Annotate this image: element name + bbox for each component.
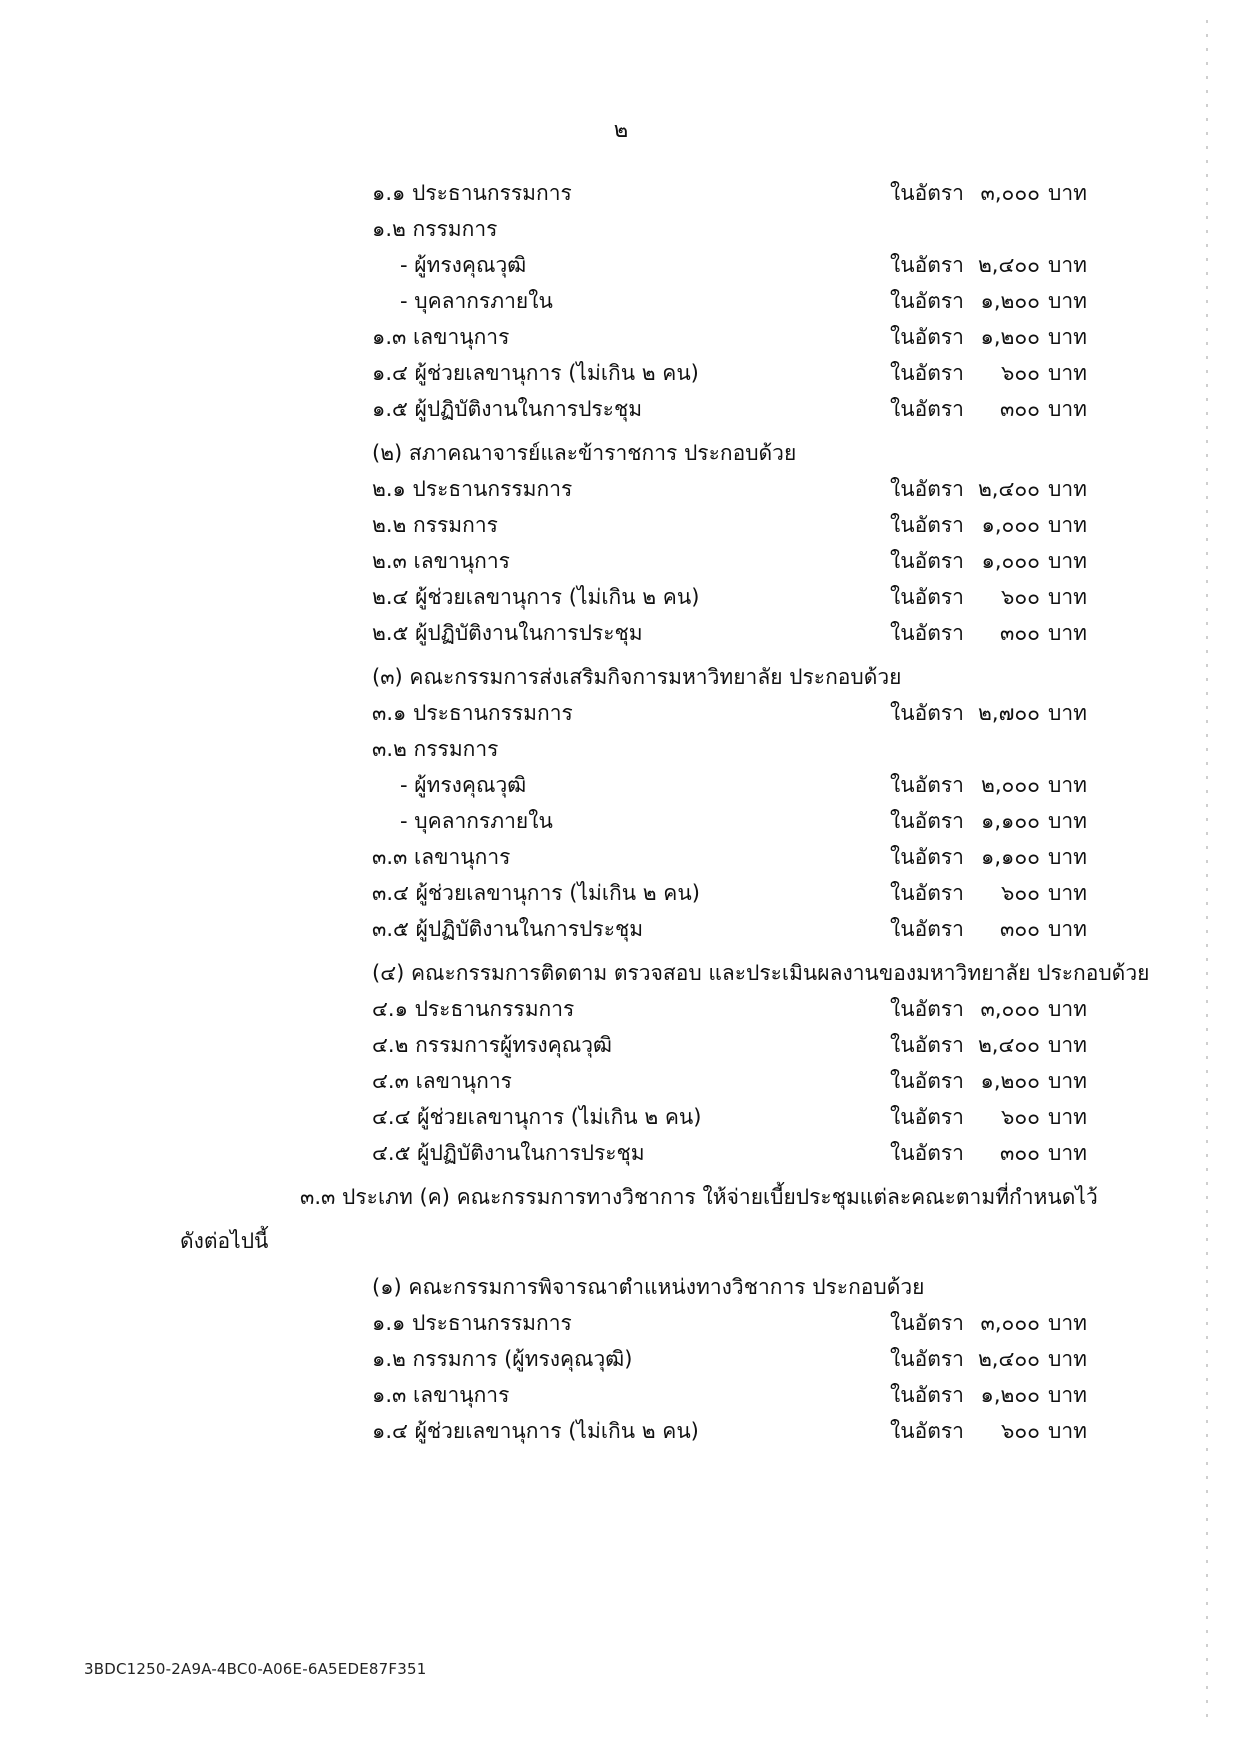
rate-amount: ๑,๑๐๐ [981,845,1040,869]
currency-unit: บาท [1048,253,1087,277]
line-label: ๒.๓ เลขานุการ [372,549,510,573]
line-label: ๑.๒ กรรมการ [372,217,498,241]
fee-line [0,768,1242,802]
currency-unit: บาท [1048,1419,1087,1443]
rate-amount: ๓,๐๐๐ [980,181,1040,205]
rate-amount: ๓๐๐ [1000,621,1040,645]
rate-label: ในอัตรา [890,1033,964,1057]
document-id: 3BDC1250-2A9A-4BC0-A06E-6A5EDE87F351 [84,1660,427,1678]
rate-label: ในอัตรา [890,1105,964,1129]
line-label: ๑.๔ ผู้ช่วยเลขานุการ (ไม่เกิน ๒ คน) [372,361,699,385]
fee-line [0,732,1242,766]
rate-amount: ๑,๒๐๐ [980,289,1040,313]
fee-line [0,356,1242,390]
rate-amount: ๓๐๐ [1000,1141,1040,1165]
currency-unit: บาท [1048,1033,1087,1057]
line-label: ๑.๔ ผู้ช่วยเลขานุการ (ไม่เกิน ๒ คน) [372,1419,699,1443]
currency-unit: บาท [1048,181,1087,205]
line-label: ๓.๑ ประธานกรรมการ [372,701,573,725]
line-label: - บุคลากรภายใน [400,289,553,313]
fee-line [0,1306,1242,1340]
line-label: ๒.๕ ผู้ปฏิบัติงานในการประชุม [372,621,643,645]
fee-line [0,616,1242,650]
rate-label: ในอัตรา [890,585,964,609]
fee-line [0,248,1242,282]
currency-unit: บาท [1048,1069,1087,1093]
rate-label: ในอัตรา [890,397,964,421]
line-label: ๓.๔ ผู้ช่วยเลขานุการ (ไม่เกิน ๒ คน) [372,881,700,905]
rate-label: ในอัตรา [890,809,964,833]
rate-amount: ๓๐๐ [1000,917,1040,941]
line-label: ๔.๕ ผู้ปฏิบัติงานในการประชุม [372,1141,645,1165]
rate-label: ในอัตรา [890,773,964,797]
fee-line [0,1270,1242,1304]
fee-line [0,1100,1242,1134]
line-label: ๑.๒ กรรมการ (ผู้ทรงคุณวุฒิ) [372,1347,633,1371]
rate-label: ในอัตรา [890,701,964,725]
currency-unit: บาท [1048,997,1087,1021]
line-label: (๑) คณะกรรมการพิจารณาตำแหน่งทางวิชาการ ประกอบด้วย [372,1275,925,1299]
fee-line [0,876,1242,910]
fee-line [0,176,1242,210]
fee-line [0,284,1242,318]
fee-line [0,1064,1242,1098]
currency-unit: บาท [1048,701,1087,725]
rate-label: ในอัตรา [890,997,964,1021]
fee-line [0,912,1242,946]
rate-amount: ๑,๐๐๐ [981,513,1040,537]
currency-unit: บาท [1048,585,1087,609]
rate-amount: ๖๐๐ [1001,361,1040,385]
currency-unit: บาท [1048,845,1087,869]
rate-amount: ๓๐๐ [1000,397,1040,421]
rate-amount: ๒,๔๐๐ [977,1347,1040,1371]
fee-line [0,392,1242,426]
line-label: - ผู้ทรงคุณวุฒิ [400,253,527,277]
rate-label: ในอัตรา [890,845,964,869]
fee-line [0,804,1242,838]
line-label: ๓.๕ ผู้ปฏิบัติงานในการประชุม [372,917,644,941]
line-label: ๔.๑ ประธานกรรมการ [372,997,575,1021]
currency-unit: บาท [1048,397,1087,421]
currency-unit: บาท [1048,621,1087,645]
line-label: ๒.๒ กรรมการ [372,513,498,537]
rate-label: ในอัตรา [890,549,964,573]
rate-amount: ๒,๔๐๐ [977,253,1040,277]
rate-amount: ๖๐๐ [1001,585,1040,609]
line-label: ๔.๒ กรรมการผู้ทรงคุณวุฒิ [372,1033,612,1057]
fee-line [0,436,1242,470]
rate-amount: ๖๐๐ [1001,881,1040,905]
fee-line [0,840,1242,874]
line-label: (๓) คณะกรรมการส่งเสริมกิจการมหาวิทยาลัย ประกอบด้วย [372,665,902,689]
fee-line [0,472,1242,506]
rate-label: ในอัตรา [890,1419,964,1443]
fee-line [0,1414,1242,1448]
rate-label: ในอัตรา [890,253,964,277]
fee-line [0,660,1242,694]
rate-amount: ๓,๐๐๐ [980,1311,1040,1335]
currency-unit: บาท [1048,809,1087,833]
currency-unit: บาท [1048,549,1087,573]
fee-line [0,1028,1242,1062]
rate-amount: ๑,๑๐๐ [981,809,1040,833]
currency-unit: บาท [1048,513,1087,537]
currency-unit: บาท [1048,773,1087,797]
line-label: ๒.๑ ประธานกรรมการ [372,477,573,501]
rate-label: ในอัตรา [890,917,964,941]
fee-line [0,1378,1242,1412]
rate-label: ในอัตรา [890,477,964,501]
fee-line [0,544,1242,578]
line-label: ๓.๓ ประเภท (ค) คณะกรรมการทางวิชาการ ให้จ่ายเบี้ยประชุมแต่ละคณะตามที่กำหนดไว้ [300,1185,1098,1209]
page-number: ๒ [613,118,629,143]
currency-unit: บาท [1048,325,1087,349]
fee-line [0,508,1242,542]
rate-amount: ๒,๗๐๐ [978,701,1040,725]
line-label: ๑.๕ ผู้ปฏิบัติงานในการประชุม [372,397,643,421]
currency-unit: บาท [1048,477,1087,501]
fee-line [0,956,1242,990]
currency-unit: บาท [1048,881,1087,905]
fee-line [0,1224,1242,1258]
line-label: (๔) คณะกรรมการติดตาม ตรวจสอบ และประเมินผลงานของมหาวิทยาลัย ประกอบด้วย [372,961,1150,985]
fee-line [0,1136,1242,1170]
line-label: ๑.๓ เลขานุการ [372,1383,510,1407]
fee-line [0,696,1242,730]
rate-label: ในอัตรา [890,1311,964,1335]
line-label: - บุคลากรภายใน [400,809,553,833]
currency-unit: บาท [1048,289,1087,313]
scan-edge-marks [1206,20,1208,1720]
rate-label: ในอัตรา [890,1069,964,1093]
currency-unit: บาท [1048,1383,1087,1407]
rate-label: ในอัตรา [890,289,964,313]
line-label: ๑.๓ เลขานุการ [372,325,510,349]
fee-line [0,580,1242,614]
rate-label: ในอัตรา [890,361,964,385]
line-label: ดังต่อไปนี้ [180,1229,269,1253]
line-label: ๔.๔ ผู้ช่วยเลขานุการ (ไม่เกิน ๒ คน) [372,1105,702,1129]
fee-line [0,1180,1242,1214]
currency-unit: บาท [1048,917,1087,941]
rate-amount: ๖๐๐ [1001,1105,1040,1129]
currency-unit: บาท [1048,1105,1087,1129]
rate-amount: ๑,๒๐๐ [980,1383,1040,1407]
currency-unit: บาท [1048,1347,1087,1371]
currency-unit: บาท [1048,1141,1087,1165]
rate-label: ในอัตรา [890,1383,964,1407]
line-label: - ผู้ทรงคุณวุฒิ [400,773,527,797]
line-label: (๒) สภาคณาจารย์และข้าราชการ ประกอบด้วย [372,441,797,465]
rate-amount: ๒,๐๐๐ [981,773,1040,797]
line-label: ๒.๔ ผู้ช่วยเลขานุการ (ไม่เกิน ๒ คน) [372,585,700,609]
fee-line [0,212,1242,246]
fee-line [0,320,1242,354]
line-label: ๑.๑ ประธานกรรมการ [372,181,572,205]
rate-label: ในอัตรา [890,881,964,905]
rate-label: ในอัตรา [890,181,964,205]
rate-label: ในอัตรา [890,513,964,537]
currency-unit: บาท [1048,1311,1087,1335]
line-label: ๑.๑ ประธานกรรมการ [372,1311,572,1335]
rate-amount: ๒,๔๐๐ [977,1033,1040,1057]
line-label: ๓.๒ กรรมการ [372,737,499,761]
line-label: ๓.๓ เลขานุการ [372,845,511,869]
rate-amount: ๓,๐๐๐ [980,997,1040,1021]
rate-label: ในอัตรา [890,1347,964,1371]
line-label: ๔.๓ เลขานุการ [372,1069,512,1093]
rate-label: ในอัตรา [890,1141,964,1165]
rate-label: ในอัตรา [890,621,964,645]
rate-label: ในอัตรา [890,325,964,349]
rate-amount: ๑,๒๐๐ [980,1069,1040,1093]
rate-amount: ๒,๔๐๐ [977,477,1040,501]
rate-amount: ๑,๒๐๐ [980,325,1040,349]
fee-line [0,1342,1242,1376]
rate-amount: ๑,๐๐๐ [981,549,1040,573]
rate-amount: ๖๐๐ [1001,1419,1040,1443]
fee-line [0,992,1242,1026]
currency-unit: บาท [1048,361,1087,385]
